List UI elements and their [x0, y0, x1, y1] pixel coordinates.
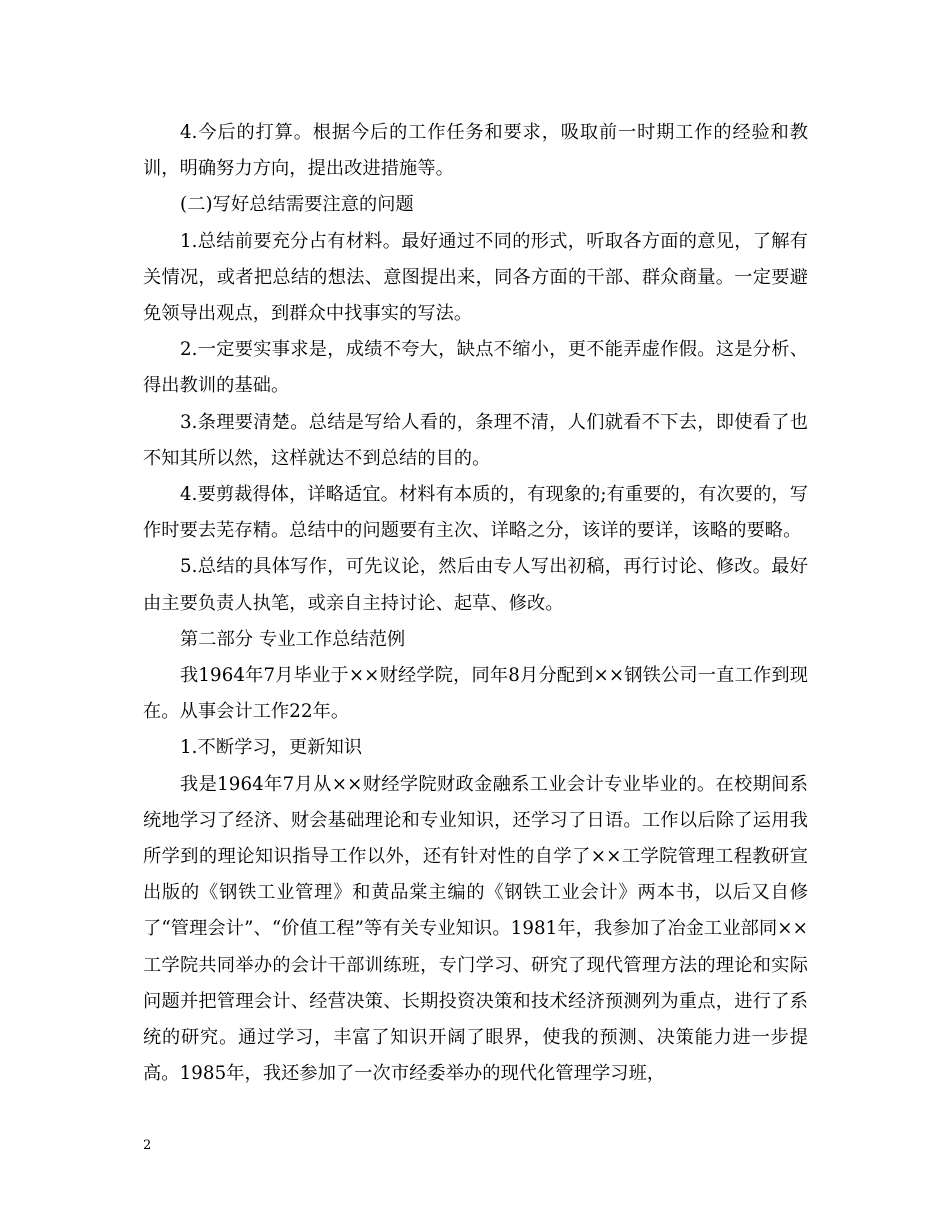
section-heading-attention: (二)写好总结需要注意的问题	[180, 194, 414, 216]
paragraph-point-5: 5.总结的具体写作，可先议论，然后由专人写出初稿，再行讨论、修改。最好由主要负责人执笔，或亲自主持讨论、起草、修改。	[143, 556, 808, 614]
paragraph-point-4: 4.要剪裁得体，详略适宜。材料有本质的，有现象的;有重要的，有次要的，写作时要去芜存精。总结中的问题要有主次、详略之分，该详的要详，该略的要略。	[143, 484, 808, 542]
paragraph-point-2: 2.一定要实事求是，成绩不夸大，缺点不缩小，更不能弄虚作假。这是分析、得出教训的基础。	[143, 339, 808, 397]
part-heading: 第二部分 专业工作总结范例	[180, 628, 406, 650]
paragraph-point-3: 3.条理要清楚。总结是写给人看的，条理不清，人们就看不下去，即使看了也不知其所以然，这样就达不到总结的目的。	[143, 411, 808, 469]
subheading-learning: 1.不断学习，更新知识	[180, 737, 363, 759]
paragraph-learning: 我是1964年7月从××财经学院财政金融系工业会计专业毕业的。在校期间系统地学习了经济、财会基础理论和专业知识，还学习了日语。工作以后除了运用我所学到的理论知识指导工作以外，还有针对性的自学了××工学院管理工程教研宣出版的《钢铁工业管理》和黄品棠主编的《钢铁工业会计》两本书，以后又自修了“管理会计”、“价值工程”等有关专业知识。1981年，我参加了冶金工业部同××工学院共同举办的会计干部训练班，专门学习、研究了现代管理方法的理论和实际问题并把管理会计、经营决策、长期投资决策和技术经济预测列为重点，进行了系统的研究。通过学习，丰富了知识开阔了眼界，使我的预测、决策能力进一步提高。1985年，我还参加了一次市经委举办的现代化管理学习班，	[143, 773, 808, 1085]
paragraph-point-1: 1.总结前要充分占有材料。最好通过不同的形式，听取各方面的意见，了解有关情况，或者把总结的想法、意图提出来，同各方面的干部、群众商量。一定要避免领导出观点，到群众中找事实的写法。	[143, 230, 808, 325]
paragraph-intro: 我1964年7月毕业于××财经学院，同年8月分配到××钢铁公司一直工作到现在。从事会计工作22年。	[143, 665, 808, 723]
paragraph-plan: 4.今后的打算。根据今后的工作任务和要求，吸取前一时期工作的经验和教训，明确努力方向，提出改进措施等。	[143, 122, 808, 180]
document-body	[143, 115, 808, 1092]
page-number: 2	[143, 1138, 152, 1153]
